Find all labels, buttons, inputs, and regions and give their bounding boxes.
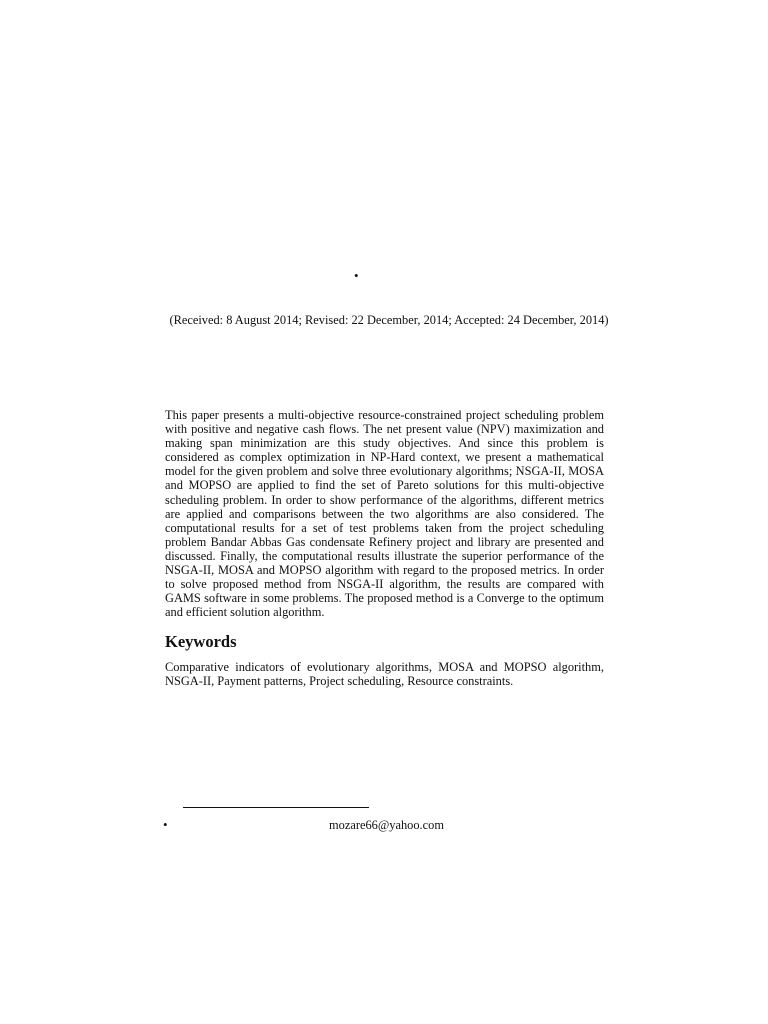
author-footnote-marker: • (354, 268, 359, 283)
keywords-heading: Keywords (165, 632, 237, 651)
footnote-divider (183, 807, 369, 808)
footnote-email[interactable]: mozare66@yahoo.com (329, 818, 444, 832)
received-dates (0, 312, 768, 328)
received-dates-text: (Received: 8 August 2014; Revised: 22 December, 2014; Accepted: 24 December, 2014) (169, 313, 609, 327)
footnote-marker: • (163, 817, 168, 832)
keywords-text: Comparative indicators of evolutionary algorithms, MOSA and MOPSO algorithm, NSGA-II, Payment patterns, Project scheduling, Resource constraints. (165, 660, 604, 689)
abstract-text: This paper presents a multi-objective resource-constrained project scheduling problem with positive and negative cash flows. The net present value (NPV) maximization and making span minimization are this study objectives. And since this problem is considered as complex optimization in NP-Hard context, we present a mathematical model for the given problem and solve three evolutionary algorithms; NSGA-II, MOSA and MOPSO are applied to find the set of Pareto solutions for this multi-objective scheduling problem. In order to show performance of the algorithms, different metrics are applied and comparisons between the two algorithms are also considered. The computational results for a set of test problems taken from the project scheduling problem Bandar Abbas Gas condensate Refinery project and library are presented and discussed. Finally, the computational results illustrate the superior performance of the NSGA-II, MOSA and MOPSO algorithm with regard to the proposed metrics. In order to solve proposed method from NSGA-II algorithm, the results are compared with GAMS software in some problems. The proposed method is a Converge to the optimum and efficient solution algorithm. (165, 408, 604, 620)
